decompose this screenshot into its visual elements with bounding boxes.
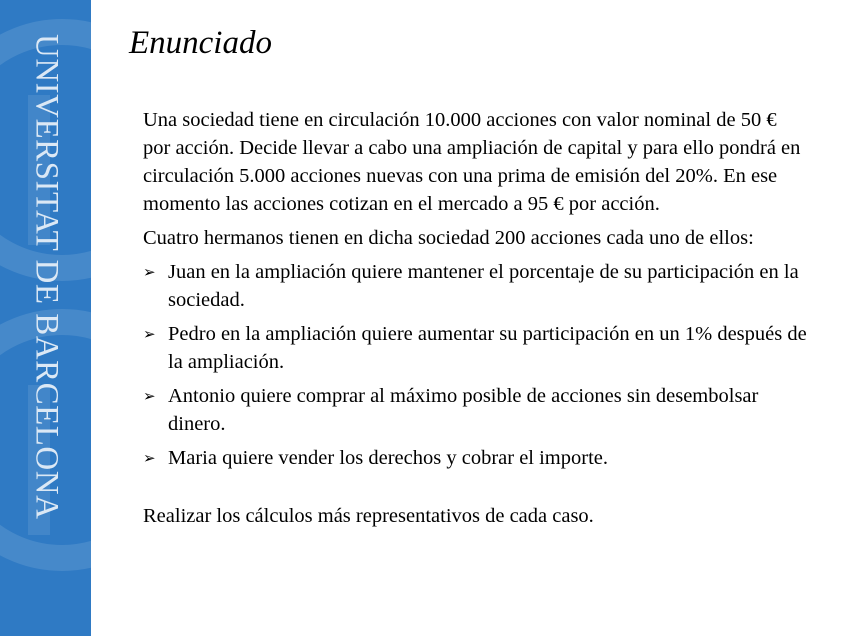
slide-body	[143, 106, 808, 530]
bullet-text-antonio: Antonio quiere comprar al máximo posible de acciones sin desembolsar dinero.	[168, 385, 759, 435]
arrow-bullet-icon: ➢	[143, 263, 156, 281]
list-item	[143, 320, 808, 376]
arrow-bullet-icon: ➢	[143, 387, 156, 405]
slide-title: Enunciado	[129, 25, 272, 61]
list-item	[143, 258, 808, 314]
bullet-text-juan: Juan en la ampliación quiere mantener el porcentaje de su participación en la sociedad.	[168, 261, 799, 311]
arrow-bullet-icon: ➢	[143, 325, 156, 343]
intro-paragraph: Una sociedad tiene en circulación 10.000 acciones con valor nominal de 50 € por acción. Decide llevar a cabo una ampliación de capital y para ello pondrá en circulación 5.000 acciones nuevas con una prima de emisión del 20%. En ese momento las acciones cotizan en el mercado a 95 € por acción.	[143, 109, 801, 215]
university-name: UNIVERSITAT DE BARCELONA	[28, 34, 65, 520]
conclusion-paragraph: Realizar los cálculos más representativos de cada caso.	[143, 505, 594, 527]
list-item	[143, 382, 808, 438]
bullet-text-pedro: Pedro en la ampliación quiere aumentar su participación en un 1% después de la ampliación.	[168, 323, 807, 373]
brothers-paragraph: Cuatro hermanos tienen en dicha sociedad 200 acciones cada uno de ellos:	[143, 227, 754, 249]
list-item	[143, 444, 808, 472]
university-sidebar	[0, 0, 91, 636]
arrow-bullet-icon: ➢	[143, 449, 156, 467]
bullet-text-maria: Maria quiere vender los derechos y cobrar el importe.	[168, 447, 608, 469]
bullet-list	[143, 258, 808, 472]
